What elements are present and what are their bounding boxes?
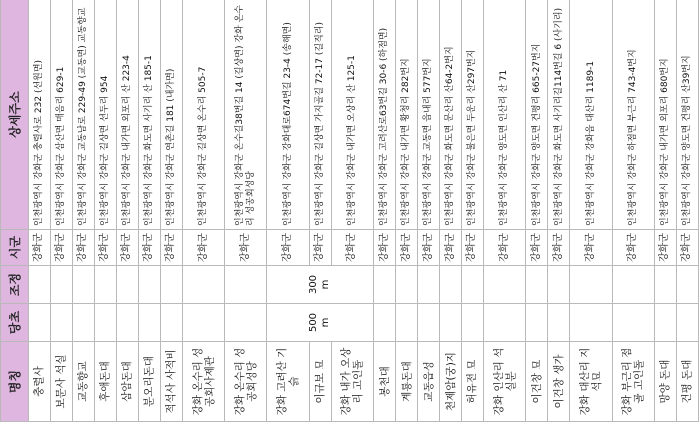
cell-dangcho <box>94 304 116 342</box>
cell-address: 인천광역시 강화군 강화대로674번길 23-4 (송해면) <box>267 0 309 230</box>
cell-sigun: 강화군 <box>374 230 396 266</box>
cell-dangcho <box>483 304 525 342</box>
cell-address: 인천광역시 강화군 강화읍 대산리 1189-1 <box>570 0 612 230</box>
cell-jojeong <box>440 266 462 304</box>
cell-name: 이건창 생가 <box>548 342 570 422</box>
table-row <box>225 0 267 422</box>
cell-dangcho <box>116 304 138 342</box>
cell-address: 인천광역시 강화군 하점면 부근리 743-4번지 <box>612 0 654 230</box>
cell-jojeong <box>50 266 72 304</box>
cell-jojeong <box>612 266 654 304</box>
cell-name: 계룡돈대 <box>396 342 418 422</box>
cell-sigun: 강화군 <box>182 230 224 266</box>
table-row <box>94 0 116 422</box>
cell-name: 망양 돈대 <box>654 342 676 422</box>
cell-sigun: 강화군 <box>462 230 484 266</box>
cell-name: 이규보 묘 <box>309 342 331 422</box>
cell-address: 인천광역시 강화군 양도면 인산리 산 71 <box>483 0 525 230</box>
cell-name: 강화 부근리 점골 고인돌 <box>612 342 654 422</box>
table-header-row <box>1 0 29 422</box>
cell-sigun: 강화군 <box>94 230 116 266</box>
cell-address: 인천광역시 강화군 화도면 사기리길114번길 6 (사기리) <box>548 0 570 230</box>
cell-dangcho <box>612 304 654 342</box>
cell-dangcho <box>418 304 440 342</box>
cell-address: 인천광역시 강화군 양도면 건평리 665-27번지 <box>526 0 548 230</box>
cell-name: 천제암(궁)지 <box>440 342 462 422</box>
cell-name: 강화 대산리 지석묘 <box>570 342 612 422</box>
cell-name: 건평 돈대 <box>676 342 698 422</box>
header-jojeong: 조정 <box>1 266 29 304</box>
cell-jojeong <box>483 266 525 304</box>
cell-dangcho <box>50 304 72 342</box>
table-row <box>138 0 160 422</box>
cell-sigun: 강화군 <box>29 230 51 266</box>
cell-name: 삼암돈대 <box>116 342 138 422</box>
cell-name: 충렬사 <box>29 342 51 422</box>
cell-dangcho <box>440 304 462 342</box>
table-row <box>50 0 72 422</box>
cell-sigun: 강화군 <box>309 230 331 266</box>
cell-address: 인천광역시 강화군 길상면 온수리 505-7 <box>182 0 224 230</box>
cell-sigun: 강화군 <box>612 230 654 266</box>
cell-jojeong <box>138 266 160 304</box>
cell-jojeong <box>462 266 484 304</box>
cell-address: 인천광역시 강화군 고려산로63번길 30-6 (하점면) <box>374 0 396 230</box>
cell-address: 인천광역시 강화군 연촌길 181 (내가면) <box>160 0 182 230</box>
cell-sigun: 강화군 <box>570 230 612 266</box>
table-row <box>396 0 418 422</box>
cell-address: 인천광역시 강화군 내가면 황청리 282번지 <box>396 0 418 230</box>
cell-jojeong <box>94 266 116 304</box>
cell-jojeong <box>29 266 51 304</box>
cell-sigun: 강화군 <box>418 230 440 266</box>
cell-dangcho <box>654 304 676 342</box>
cell-jojeong <box>116 266 138 304</box>
cell-sigun: 강화군 <box>267 230 309 266</box>
cell-name: 봉천대 <box>374 342 396 422</box>
cell-address: 인천광역시 강화군 불은면 두운리 산297번지 <box>462 0 484 230</box>
cell-sigun: 강화군 <box>138 230 160 266</box>
table-body <box>29 0 699 422</box>
cell-sigun: 강화군 <box>72 230 94 266</box>
cell-jojeong <box>418 266 440 304</box>
cell-name: 보문사 석실 <box>50 342 72 422</box>
table-row <box>612 0 654 422</box>
cell-dangcho <box>29 304 51 342</box>
cell-sigun: 강화군 <box>483 230 525 266</box>
table-row <box>548 0 570 422</box>
cell-jojeong <box>225 266 267 304</box>
cell-address: 인천광역시 강화군 교동면 읍내리 577번지 <box>418 0 440 230</box>
cell-dangcho <box>676 304 698 342</box>
table-row <box>29 0 51 422</box>
cell-dangcho <box>72 304 94 342</box>
cell-dangcho: 500 m <box>267 304 374 342</box>
table-row <box>440 0 462 422</box>
cell-name: 강화 내가 오상리 고인돌 <box>331 342 373 422</box>
table-row <box>526 0 548 422</box>
cell-dangcho <box>396 304 418 342</box>
cell-jojeong <box>72 266 94 304</box>
cell-name: 강화 온수리 성공회사제관 <box>182 342 224 422</box>
header-sigun: 시군 <box>1 230 29 266</box>
cell-dangcho <box>462 304 484 342</box>
table-row <box>331 0 373 422</box>
cell-address: 인천광역시 강화군 충렬사로 232 (선원면) <box>29 0 51 230</box>
cell-address: 인천광역시 강화군 길상면 선두리 954 <box>94 0 116 230</box>
cell-address: 인천광역시 강화군 양도면 건평리 산39번지 <box>676 0 698 230</box>
cell-address: 인천광역시 강화군 내가면 외포리 680번지 <box>654 0 676 230</box>
cell-name: 강화 온수리 성공회성당 <box>225 342 267 422</box>
cell-jojeong <box>570 266 612 304</box>
cell-jojeong <box>182 266 224 304</box>
table-row <box>116 0 138 422</box>
cell-address: 인천광역시 강화군 내가면 외포리 산 223-4 <box>116 0 138 230</box>
cell-dangcho <box>526 304 548 342</box>
cell-dangcho <box>374 304 396 342</box>
cell-address: 인천광역시 강화군 삼산면 매음리 629-1 <box>50 0 72 230</box>
table-row <box>309 0 331 422</box>
cell-sigun: 강화군 <box>396 230 418 266</box>
table-row <box>267 0 309 422</box>
cell-name: 적석사 사적비 <box>160 342 182 422</box>
table-row <box>676 0 698 422</box>
cell-address: 인천광역시 강화군 내가면 오상리 산 125-1 <box>331 0 373 230</box>
cell-address: 인천광역시 강화군 화도면 사기리 산 185-1 <box>138 0 160 230</box>
table-row <box>570 0 612 422</box>
cell-name: 강화 인산리 석실분 <box>483 342 525 422</box>
cell-dangcho <box>182 304 224 342</box>
cell-address: 인천광역시 강화군 온수길38번길 14 (길상면) 강화 온수리 성공회성당 <box>225 0 267 230</box>
cell-jojeong <box>396 266 418 304</box>
cell-dangcho <box>138 304 160 342</box>
cell-dangcho <box>160 304 182 342</box>
cell-address: 인천광역시 강화군 교동남로 229-49 (교동면) 교동향교 <box>72 0 94 230</box>
cell-sigun: 강화군 <box>225 230 267 266</box>
cell-sigun: 강화군 <box>526 230 548 266</box>
cell-name: 후애돈대 <box>94 342 116 422</box>
table-row <box>182 0 224 422</box>
cell-sigun: 강화군 <box>116 230 138 266</box>
header-address: 상세주소 <box>1 0 29 230</box>
cell-sigun: 강화군 <box>50 230 72 266</box>
cell-jojeong <box>160 266 182 304</box>
table-row <box>483 0 525 422</box>
cell-jojeong <box>676 266 698 304</box>
header-name: 명칭 <box>1 342 29 422</box>
cell-name: 교동향교 <box>72 342 94 422</box>
cell-sigun: 강화군 <box>440 230 462 266</box>
cell-address: 인천광역시 강화군 화도면 문산리 산64-2번지 <box>440 0 462 230</box>
cell-name: 이건창 묘 <box>526 342 548 422</box>
cell-name: 허유전 묘 <box>462 342 484 422</box>
cell-name: 교동읍성 <box>418 342 440 422</box>
cell-jojeong <box>654 266 676 304</box>
cell-jojeong <box>526 266 548 304</box>
cell-name: 분오리돈대 <box>138 342 160 422</box>
cell-name: 강화 고려산 기슭 <box>267 342 309 422</box>
cell-jojeong <box>374 266 396 304</box>
header-dangcho: 당초 <box>1 304 29 342</box>
cell-dangcho <box>225 304 267 342</box>
cell-address: 인천광역시 강화군 길상면 가지골길 72-17 (길직리) <box>309 0 331 230</box>
table-row <box>418 0 440 422</box>
table-row <box>462 0 484 422</box>
cell-jojeong <box>548 266 570 304</box>
cell-sigun: 강화군 <box>548 230 570 266</box>
cell-sigun: 강화군 <box>160 230 182 266</box>
table-row <box>374 0 396 422</box>
table-row <box>654 0 676 422</box>
cell-jojeong: 300 m <box>267 266 374 304</box>
table-row <box>72 0 94 422</box>
table-row <box>160 0 182 422</box>
cell-dangcho <box>570 304 612 342</box>
cell-dangcho <box>548 304 570 342</box>
cell-sigun: 강화군 <box>654 230 676 266</box>
cell-sigun: 강화군 <box>676 230 698 266</box>
cell-sigun: 강화군 <box>331 230 373 266</box>
